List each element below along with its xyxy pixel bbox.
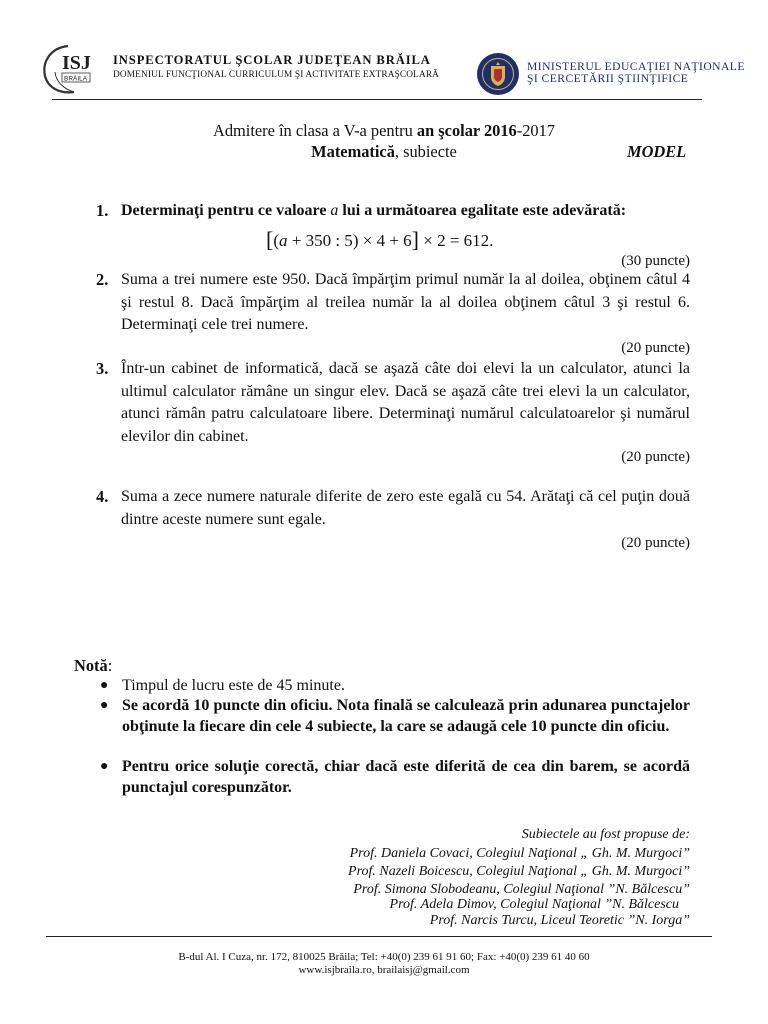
problem-1-statement: Determinaţi pentru ce valoare a lui a următoarea egalitate este adevărată:	[121, 202, 627, 219]
note-label: Notă	[74, 656, 108, 675]
isj-logo	[40, 42, 102, 96]
note-item-1: Timpul de lucru este de 45 minute.	[122, 677, 345, 694]
bullet-icon: ●	[100, 678, 109, 693]
logo-text: ISJ	[62, 52, 91, 74]
footer-address: B-dul Al. I Cuza, nr. 172, 810025 Brăila; Tel: +40(0) 239 61 91 60; Fax: +40(0) 239 61 40 60	[178, 951, 590, 963]
problem-2-number: 2.	[96, 270, 109, 289]
note-item-3: Pentru orice soluţie corectă, chiar dacă este diferită de cea din barem, se acordă punctajul corespunzător.	[122, 758, 690, 796]
ministry-crest-icon	[476, 52, 520, 96]
exam-title-year: an şcolar 2016	[416, 121, 517, 140]
eq-variable: a	[279, 231, 288, 250]
inspectorate-subtitle: DOMENIUL FUNCŢIONAL CURRICULUM ŞI ACTIVITATE EXTRAŞCOLARĂ	[113, 70, 440, 80]
bullet-icon: ●	[100, 759, 109, 774]
eq-close-bracket: ]	[411, 227, 419, 252]
note-item-2: Se acordă 10 puncte din oficiu. Nota finală se calculează prin adunarea punctajelor obţinute la fiecare din cele 4 subiecte, la care se adaugă cele 10 puncte din oficiu.	[122, 697, 690, 735]
author-4: Prof. Adela Dimov, Colegiul Naţional ”N. Bălcescu	[389, 897, 679, 912]
authors-heading: Subiectele au fost propuse de:	[521, 827, 690, 842]
variable-a: a	[330, 202, 339, 219]
eq-open-bracket: [	[266, 227, 274, 252]
ministry-name-line2: ŞI CERCETĂRII ŞTIINŢIFICE	[527, 72, 689, 85]
note-colon: :	[107, 656, 113, 675]
author-1: Prof. Daniela Covaci, Colegiul Naţional „ Gh. M. Murgoci”	[349, 846, 690, 861]
problem-4-points: (20 puncte)	[621, 535, 690, 551]
author-5: Prof. Narcis Turcu, Liceul Teoretic ”N. Iorga”	[429, 913, 690, 928]
problem-1-equation	[266, 226, 493, 252]
exam-title-part: Admitere în clasa a V-a pentru	[212, 121, 417, 140]
logo-subtext: BRĂILA	[64, 75, 88, 83]
eq-part2: × 4 + 6	[358, 231, 412, 250]
problem-2-text: Suma a trei numere este 950. Dacă împărţim primul număr la al doilea, obţinem câtul 4 şi restul 8. Dacă împărţim al treilea număr la al doilea obţinem câtul 3 şi restul 6. Determinaţi cele trei numere.	[121, 271, 690, 334]
problem-4-number: 4.	[96, 487, 109, 506]
problem-2-points: (20 puncte)	[621, 340, 690, 356]
problem-1-text	[121, 200, 690, 223]
model-label: MODEL	[627, 142, 687, 161]
inspectorate-title: INSPECTORATUL ŞCOLAR JUDEŢEAN BRĂILA	[113, 53, 431, 67]
author-2: Prof. Nazeli Boicescu, Colegiul Naţional „ Gh. M. Murgoci”	[348, 864, 690, 879]
author-3: Prof. Simona Slobodeanu, Colegiul Naţional ”N. Bălcescu”	[353, 882, 690, 897]
problem-3-text: Într-un cabinet de informatică, dacă se aşază câte doi elevi la un calculator, atunci la ultimul calculator rămâne un singur elev. Dacă se aşază câte trei elevi la un calculator, atunci rămân patru calculatoare libere. Determinaţi numărul calculatoarelor şi numărul elevilor din cabinet.	[121, 360, 690, 445]
problem-1-number: 1.	[96, 201, 109, 220]
bullet-icon: ●	[100, 698, 109, 713]
note-heading	[74, 656, 112, 676]
ministry-name-line1: MINISTERUL EDUCAŢIEI NAŢIONALE	[527, 60, 745, 73]
problem-3-number: 3.	[96, 359, 109, 378]
problem-4-text: Suma a zece numere naturale diferite de zero este egală cu 54. Arătaţi că cel puţin două dintre aceste numere sunt egale.	[121, 488, 690, 528]
footer-divider	[46, 936, 712, 937]
subject-name: Matematică	[311, 142, 395, 161]
exam-title-year-end: -2017	[516, 121, 556, 140]
eq-close-paren: )	[352, 231, 359, 250]
problem-1-points: (30 puncte)	[621, 253, 690, 269]
eq-open-paren: (	[273, 231, 279, 250]
eq-part3: × 2 = 612.	[419, 231, 494, 250]
eq-part1: + 350 : 5	[287, 231, 353, 250]
header-divider	[52, 99, 702, 100]
exam-title	[0, 121, 768, 141]
problem-3-points: (20 puncte)	[621, 449, 690, 465]
subject-rest: , subiecte	[394, 142, 457, 161]
footer-web: www.isjbraila.ro, brailaisj@gmail.com	[298, 964, 470, 976]
